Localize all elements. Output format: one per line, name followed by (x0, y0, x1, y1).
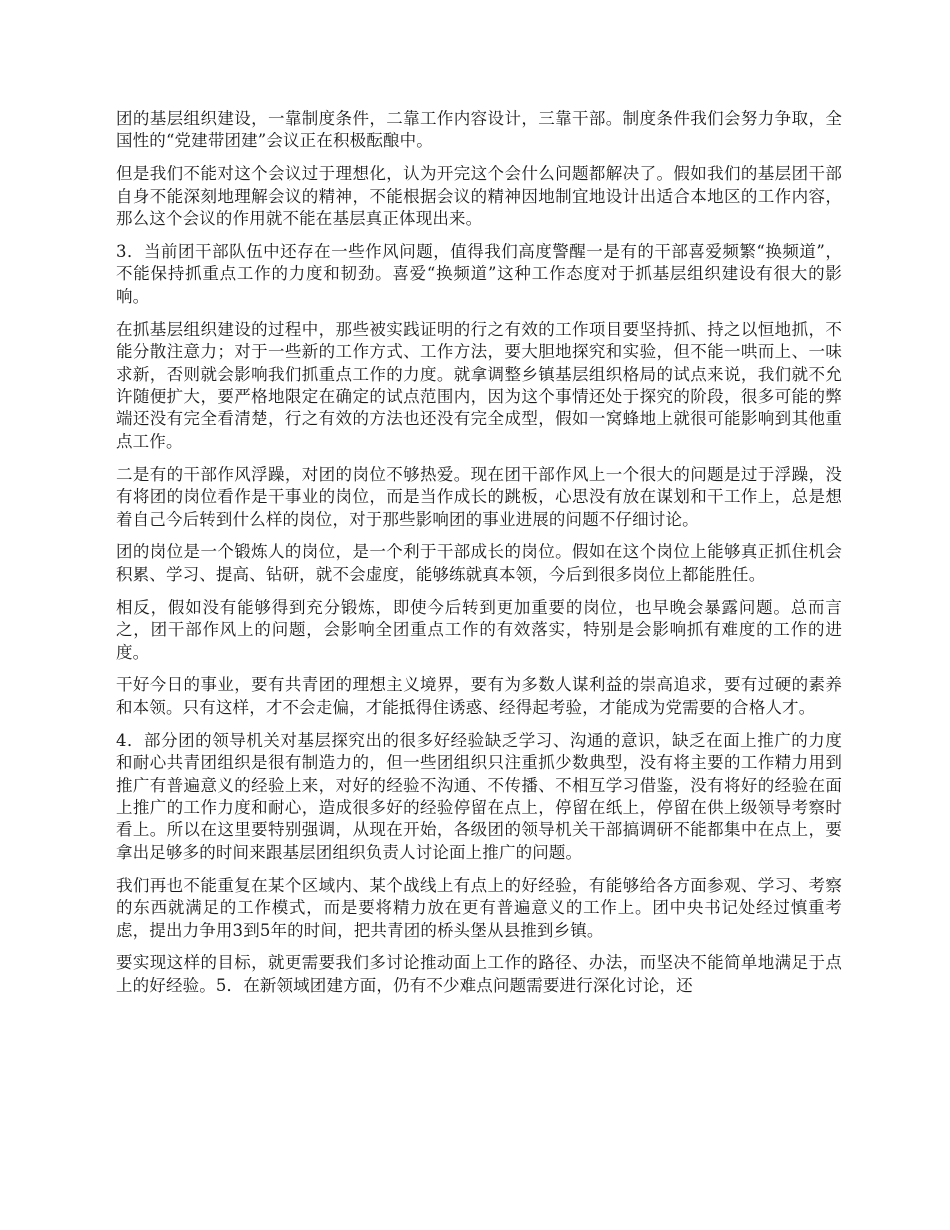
paragraph-3: 3．当前团干部队伍中还存在一些作风问题，值得我们高度警醒一是有的干部喜爱频繁“换频道”，不能保持抓重点工作的力度和韧劲。喜爱“换频道”这种工作态度对于抓基层组织建设有很大的影响。 (116, 242, 842, 306)
paragraph-9: 4．部分团的领导机关对基层探究出的很多好经验缺乏学习、沟通的意识，缺乏在面上推广的力度和耐心共青团组织是很有制造力的，但一些团组织只注重抓少数典型，没有将主要的工作精力用到推广有普遍意义的经验上来，对好的经验不沟通、不传播、不相互学习借鉴，没有将好的经验在面上推广的工作力度和耐心，造成很多好的经验停留在点上，停留在纸上，停留在供上级领导考察时看上。所以在这里要特别强调，从现在开始，各级团的领导机关干部搞调研不能都集中在点上，要拿出足够多的时间来跟基层团组织负责人讨论面上推广的问题。 (116, 730, 842, 862)
paragraph-11: 要实现这样的目标，就更需要我们多讨论推动面上工作的路径、办法，而坚决不能简单地满足于点上的好经验。5．在新领域团建方面，仍有不少难点问题需要进行深化讨论，还 (116, 953, 842, 995)
paragraph-4: 在抓基层组织建设的过程中，那些被实践证明的行之有效的工作项目要坚持抓、持之以恒地抓，不能分散注意力；对于一些新的工作方式、工作方法，要大胆地探究和实验，但不能一哄而上、一味求新，否则就会影响我们抓重点工作的力度。就拿调整乡镇基层组织格局的试点来说，我们就不允许随便扩大，要严格地限定在确定的试点范围内，因为这个事情还处于探究的阶段，很多可能的弊端还没有完全看清楚，行之有效的方法也还没有完全成型，假如一窝蜂地上就很可能影响到其他重点工作。 (116, 319, 842, 451)
paragraph-10: 我们再也不能重复在某个区域内、某个战线上有点上的好经验，有能够给各方面参观、学习、考察的东西就满足的工作模式，而是要将精力放在更有普遍意义的工作上。团中央书记处经过慎重考虑，提出力争用3到5年的时间，把共青团的桥头堡从县推到乡镇。 (116, 875, 842, 940)
paragraph-5: 二是有的干部作风浮躁，对团的岗位不够热爱。现在团干部作风上一个很大的问题是过于浮躁，没有将团的岗位看作是干事业的岗位，而是当作成长的跳板，心思没有放在谋划和干工作上，总是想着自己今后转到什么样的岗位，对于那些影响团的事业进展的问题不仔细讨论。 (116, 464, 842, 529)
paragraph-6: 团的岗位是一个锻炼人的岗位，是一个利于干部成长的岗位。假如在这个岗位上能够真正抓住机会积累、学习、提高、钻研，就不会虚度，能够练就真本领，今后到很多岗位上都能胜任。 (116, 542, 842, 584)
document-body (116, 108, 842, 1008)
paragraph-7: 相反，假如没有能够得到充分锻炼，即使今后转到更加重要的岗位，也早晚会暴露问题。总而言之，团干部作风上的问题，会影响全团重点工作的有效落实，特别是会影响抓有难度的工作的进度。 (116, 597, 842, 662)
paragraph-2: 但是我们不能对这个会议过于理想化，认为开完这个会什么问题都解决了。假如我们的基层团干部自身不能深刻地理解会议的精神，不能根据会议的精神因地制宜地设计出适合本地区的工作内容，那么这个会议的作用就不能在基层真正体现出来。 (116, 164, 842, 229)
paragraph-1: 团的基层组织建设，一靠制度条件，二靠工作内容设计，三靠干部。制度条件我们会努力争取，全国性的“党建带团建”会议正在积极酝酿中。 (116, 109, 842, 151)
paragraph-8: 干好今日的事业，要有共青团的理想主义境界，要有为多数人谋利益的崇高追求，要有过硬的素养和本领。只有这样，才不会走偏，才能抵得住诱惑、经得起考验，才能成为党需要的合格人才。 (116, 675, 842, 717)
